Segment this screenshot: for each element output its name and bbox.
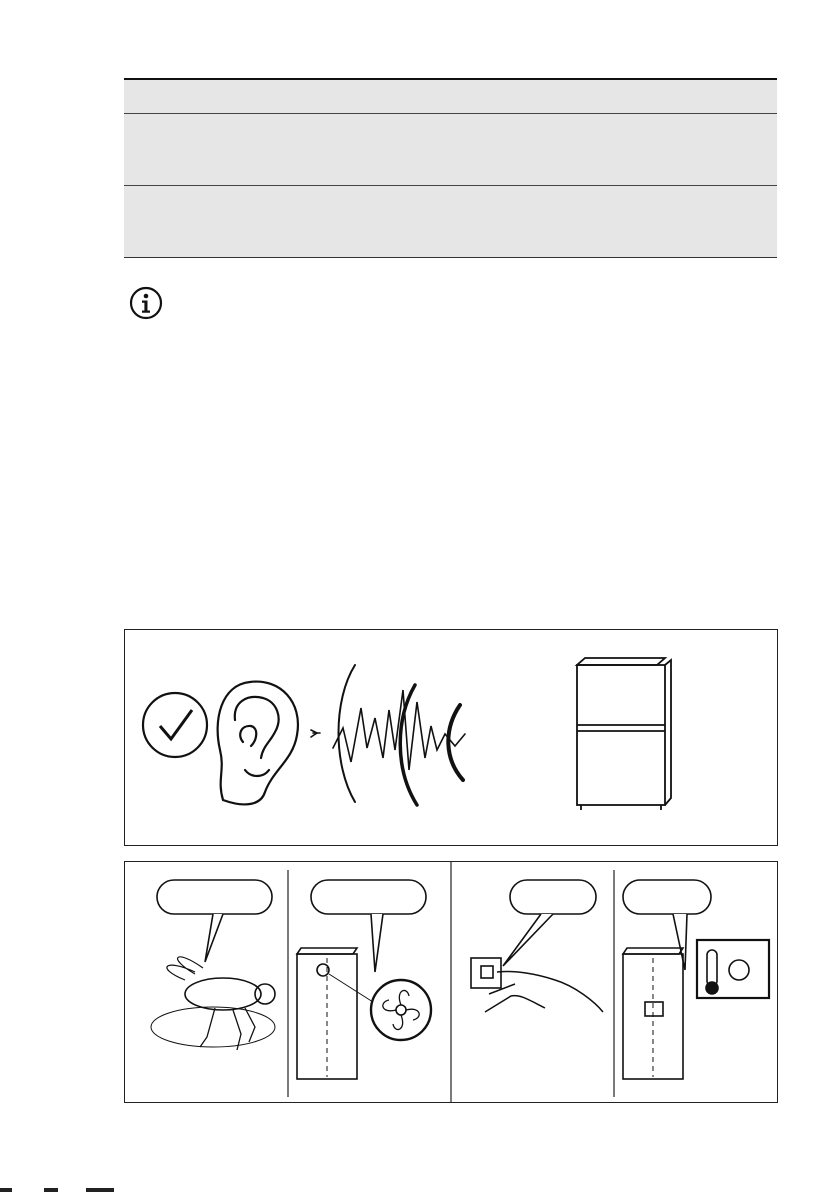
table-row (124, 186, 777, 257)
noise-sources-panel (124, 861, 778, 1103)
noise-illustration-panel (124, 629, 778, 846)
table-row (124, 114, 777, 186)
data-table (124, 78, 777, 258)
ear-illustration (218, 682, 298, 805)
thermostat-illustration (623, 880, 769, 1079)
fan-illustration (297, 880, 431, 1079)
table-header-row (124, 80, 777, 114)
check-icon (143, 693, 207, 757)
sound-wave-illustration (311, 665, 465, 805)
switch-hand-illustration (471, 880, 603, 1012)
info-icon (129, 286, 163, 320)
fridge-illustration (577, 658, 671, 810)
fly-illustration (151, 880, 275, 1050)
page-footer-fragment (0, 1186, 120, 1192)
